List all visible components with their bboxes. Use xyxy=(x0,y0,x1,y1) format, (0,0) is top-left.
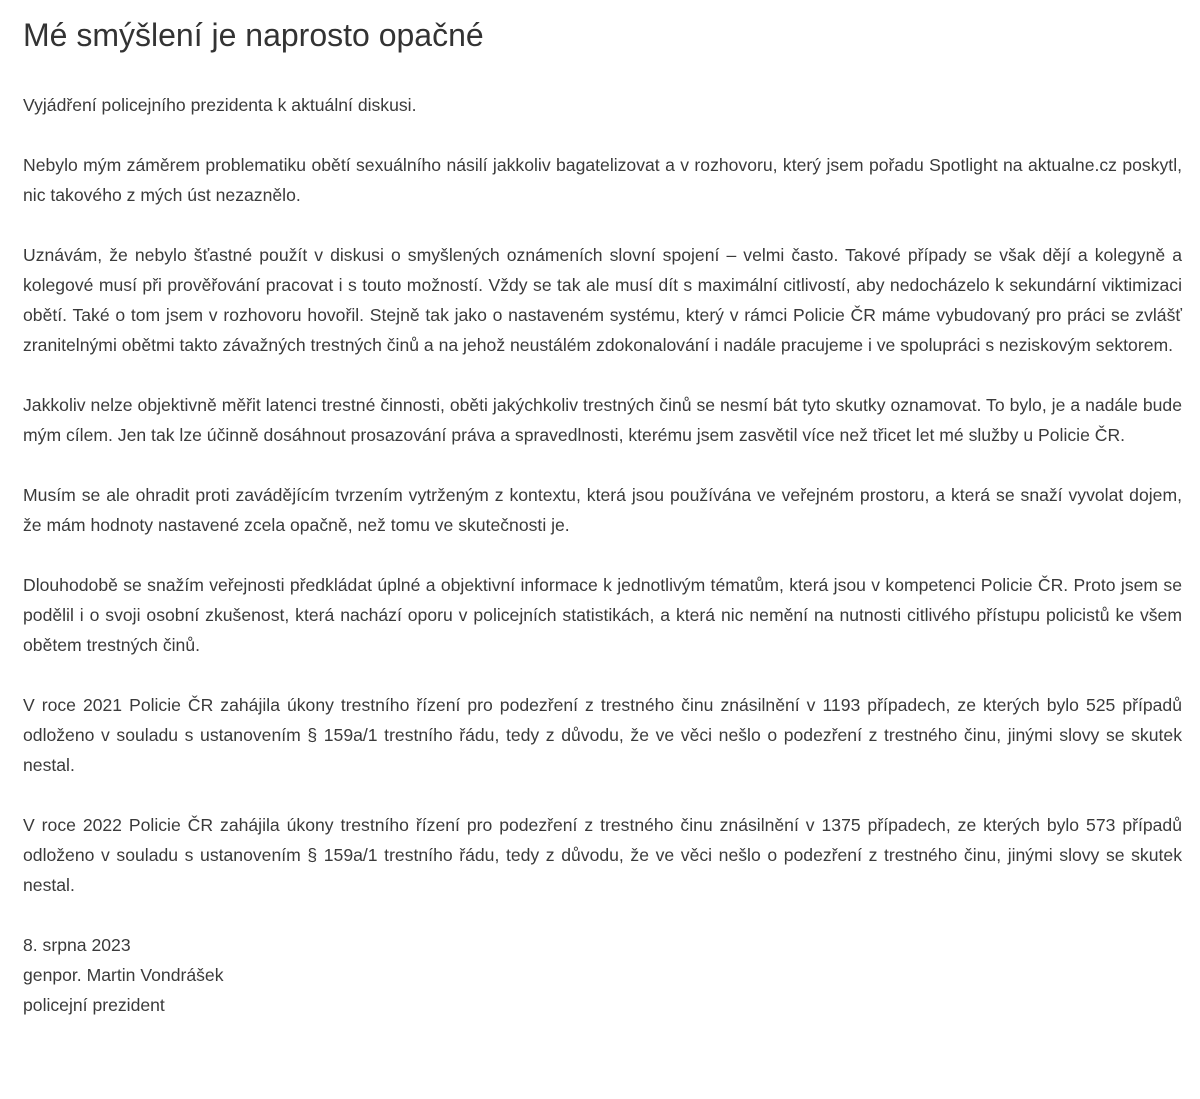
article-paragraph: Nebylo mým záměrem problematiku obětí sexuálního násilí jakkoliv bagatelizovat a v rozhovoru, který jsem pořadu Spotlight na aktualne.cz poskytl, nic takového z mých úst nezaznělo. xyxy=(23,155,1182,205)
signature-name: genpor. Martin Vondrášek xyxy=(23,965,224,985)
signature-role: policejní prezident xyxy=(23,995,165,1015)
article-lead: Vyjádření policejního prezidenta k aktuální diskusi. xyxy=(23,95,417,115)
article-paragraph: Uznávám, že nebylo šťastné použít v diskusi o smyšlených oznámeních slovní spojení – velmi často. Takové případy se však dějí a kolegyně a kolegové musí při prověřování pracovat i s touto možností. Vždy se tak ale musí dít s maximální citlivostí, aby nedocházelo k sekundární viktimizaci obětí. Také o tom jsem v rozhovoru hovořil. Stejně tak jako o nastaveném systému, který v rámci Policie ČR máme vybudovaný pro práci se zvlášť zranitelnými obětmi takto závažných trestných činů a na jehož neustálém zdokonalování i nadále pracujeme i ve spolupráci s neziskovým sektorem. xyxy=(23,245,1182,355)
article-paragraph: V roce 2022 Policie ČR zahájila úkony trestního řízení pro podezření z trestného činu znásilnění v 1375 případech, ze kterých bylo 573 případů odloženo v souladu s ustanovením § 159a/1 trestního řádu, tedy z důvodu, že ve věci nešlo o podezření z trestného činu, jinými slovy se skutek nestal. xyxy=(23,815,1182,895)
signature-block xyxy=(23,930,1182,1020)
article-paragraph: Musím se ale ohradit proti zavádějícím tvrzením vytrženým z kontextu, která jsou používána ve veřejném prostoru, a která se snaží vyvolat dojem, že mám hodnoty nastavené zcela opačně, než tomu ve skutečnosti je. xyxy=(23,485,1182,535)
article-paragraph: V roce 2021 Policie ČR zahájila úkony trestního řízení pro podezření z trestného činu znásilnění v 1193 případech, ze kterých bylo 525 případů odloženo v souladu s ustanovením § 159a/1 trestního řádu, tedy z důvodu, že ve věci nešlo o podezření z trestného činu, jinými slovy se skutek nestal. xyxy=(23,695,1182,775)
article-paragraph: Jakkoliv nelze objektivně měřit latenci trestné činnosti, oběti jakýchkoliv trestných činů se nesmí bát tyto skutky oznamovat. To bylo, je a nadále bude mým cílem. Jen tak lze účinně dosáhnout prosazování práva a spravedlnosti, kterému jsem zasvětil více než třicet let mé služby u Policie ČR. xyxy=(23,395,1182,445)
article-title: Mé smýšlení je naprosto opačné xyxy=(23,17,484,53)
article-paragraph: Dlouhodobě se snažím veřejnosti předkládat úplné a objektivní informace k jednotlivým tématům, která jsou v kompetenci Policie ČR. Proto jsem se podělil i o svoji osobní zkušenost, která nachází oporu v policejních statistikách, a která nic nemění na nutnosti citlivého přístupu policistů ke všem obětem trestných činů. xyxy=(23,575,1182,655)
signature-date: 8. srpna 2023 xyxy=(23,935,131,955)
